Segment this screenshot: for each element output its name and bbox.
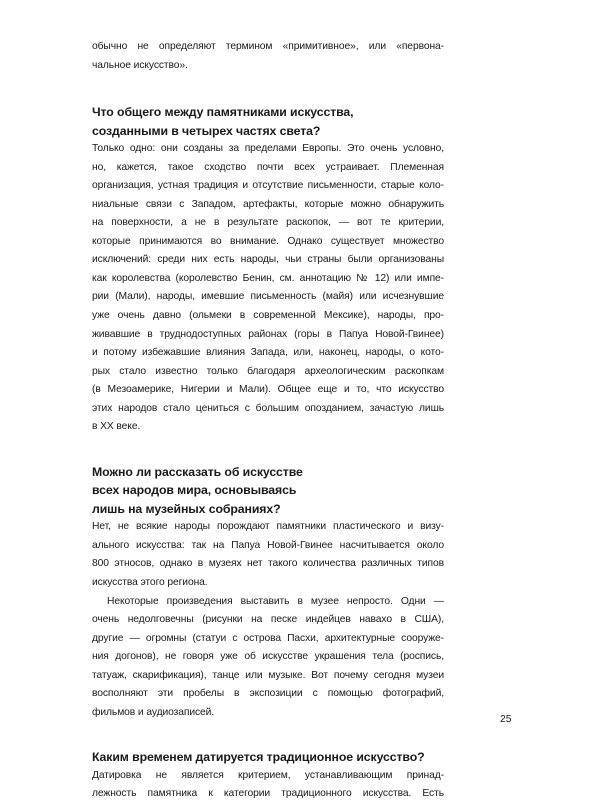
text-line: в XX веке. (92, 421, 141, 433)
heading-line: Что общего между памятниками искусства, (92, 105, 354, 120)
text-line: другие — огромны (статуи с острова Пасхи, архитектурные сооруже- (92, 632, 444, 644)
text-line: ального искусства: так на Папуа Новой-Гвинее насчитывается около (92, 539, 444, 551)
text-line: (в Мезоамерике, Нигерии и Мали). Общее еще и то, что искусство (92, 384, 444, 396)
text-line: и потому избежавшие влияния Запада, или, наконец, народы, о кото- (92, 347, 444, 359)
text-line: восполняют эти пробелы в экспозиции с помощью фотографий, (92, 688, 444, 700)
text-line: очень недолговечны (рисунки на песке индейцев навахо в США), (92, 614, 444, 626)
text-line: чальное искусство». (92, 59, 188, 71)
text-line: на поверхности, а не в результате раскопок, — вот те критерии, (92, 217, 444, 229)
heading-line: всех народов мира, основываясь (92, 483, 297, 498)
section-paragraph (92, 767, 444, 804)
spacer (92, 722, 444, 748)
text-line: как королевства (королевство Бенин, см. аннотацию № 12) или импе- (92, 272, 444, 284)
text-line: уже очень давно (ольмеки в современной Мексике), народы, про- (92, 310, 444, 322)
section-3 (92, 748, 444, 804)
text-line: организация, устная традиция и отсутствие письменности, старые коло- (92, 180, 444, 192)
section-paragraph (92, 140, 444, 437)
heading-line: Можно ли рассказать об искусстве (92, 464, 303, 479)
section-paragraph (92, 593, 444, 723)
spacer (92, 75, 444, 103)
heading-line: Каким временем датируется традиционное искусство? (92, 750, 425, 765)
text-line: но, кажется, такое сходство почти всех устраивает. Племенная (92, 161, 444, 173)
text-line: обычно не определяют термином «примитивное», или «первона- (92, 41, 444, 52)
text-line: рии (Мали), народы, имевшие письменность (майя) или исчезнувшие (92, 291, 444, 303)
section-heading (92, 463, 444, 519)
heading-line: лишь на музейных собраниях? (92, 501, 281, 516)
text-line: Некоторые произведения выставить в музее непросто. Одни — (107, 595, 444, 607)
spacer (92, 437, 444, 463)
section-heading (92, 103, 444, 140)
section-1 (92, 103, 444, 437)
text-line: татуаж, скарификация), танце или музыке. Вот почему сегодня музеи (92, 669, 444, 681)
text-line: фильмов и аудиозаписей. (92, 706, 215, 718)
text-line: 800 этносов, однако в музеях нет такого количества различных типов (92, 558, 444, 570)
text-line: которые принимаются во внимание. Однако существует множество (92, 235, 444, 247)
text-line: живавшие в труднодоступных районах (горы в Папуа Новой-Гвинее) (92, 328, 444, 340)
text-line: рых стало известно только благодаря археологическим раскопкам (92, 365, 444, 377)
text-line: ниальные связи с Западом, артефакты, которые можно обнаружить (92, 198, 444, 210)
text-line: лежность памятника к категории традиционного искусства. Есть (92, 788, 444, 800)
section-paragraph (92, 518, 444, 592)
intro-paragraph (92, 38, 444, 75)
text-line: Только одно: они созданы за пределами Европы. Это очень условно, (92, 143, 444, 155)
text-line: искусства этого региона. (92, 576, 208, 588)
text-line: Датировка не является критерием, устанавливающим принад- (92, 769, 444, 781)
text-line: ния догонов), не говоря уже об искусстве украшения тела (роспись, (92, 651, 444, 663)
section-2 (92, 463, 444, 723)
page-body (92, 38, 444, 804)
text-line: Нет, не всякие народы порождают памятники пластического и визу- (92, 521, 444, 533)
section-heading (92, 748, 444, 767)
heading-line: созданными в четырех частях света? (92, 123, 321, 138)
text-line: исключений: среди них есть народы, чьи страны были организованы (92, 254, 444, 266)
text-line: этих народов стало цениться с большим опозданием, зачастую лишь (92, 402, 444, 414)
page-number: 25 (500, 714, 512, 725)
